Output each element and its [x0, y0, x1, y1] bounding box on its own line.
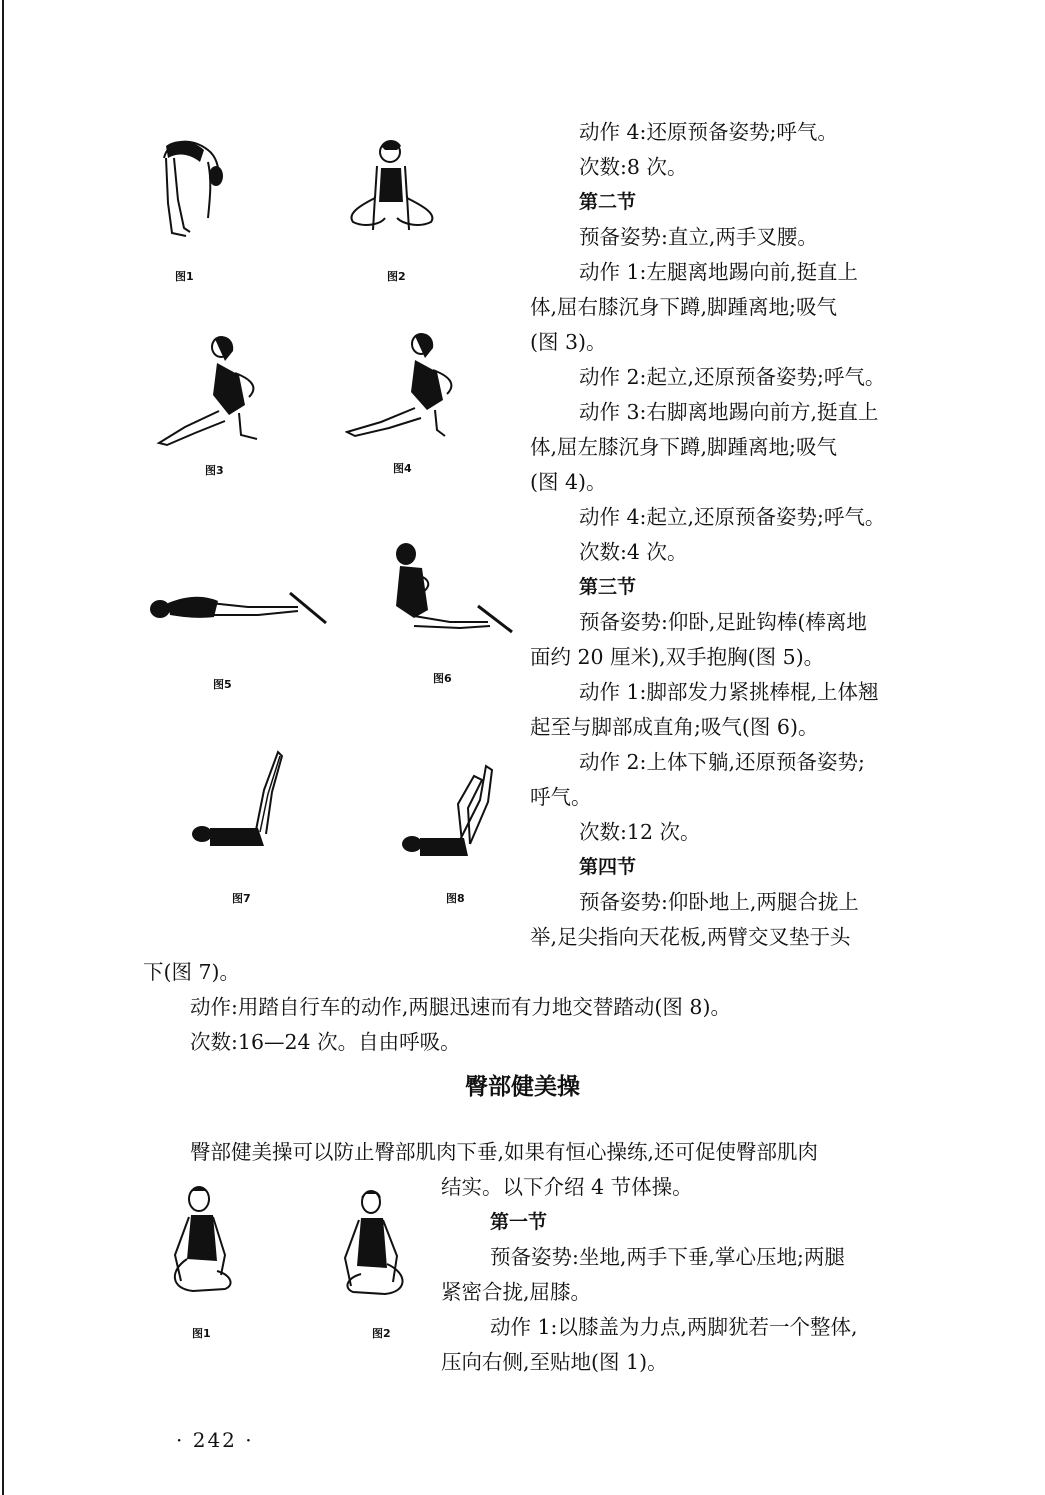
- text-line: 动作:用踏自行车的动作,两腿迅速而有力地交替踏动(图 8)。: [190, 995, 731, 1019]
- figure-caption: 图2: [372, 1327, 391, 1340]
- figure-8-cycling: [398, 760, 498, 860]
- figure-seated-knees-side-2: [333, 1190, 413, 1300]
- figure-caption: 图5: [213, 678, 232, 691]
- figure-4-lunge: [345, 330, 460, 445]
- text-line: 体,屈右膝沉身下蹲,脚踵离地;吸气: [530, 295, 837, 319]
- text-line: 次数:8 次。: [579, 155, 688, 179]
- figure-caption: 图1: [175, 270, 194, 283]
- text-line: 动作 4:还原预备姿势;呼气。: [579, 120, 838, 144]
- text-line: 动作 3:右脚离地踢向前方,挺直上: [579, 400, 879, 424]
- figure-3-lunge: [155, 335, 270, 450]
- text-line: 呼气。: [530, 785, 592, 809]
- text-line: 预备姿势:仰卧地上,两腿合拢上: [579, 890, 859, 914]
- figure-5-supine-stick: [148, 585, 328, 625]
- section-heading: 第四节: [579, 856, 637, 878]
- text-line: 动作 2:起立,还原预备姿势;呼气。: [579, 365, 886, 389]
- figure-caption: 图2: [387, 270, 406, 283]
- intro-line: 结实。以下介绍 4 节体操。: [441, 1175, 693, 1199]
- figure-caption: 图8: [446, 892, 465, 905]
- figure-caption: 图3: [205, 464, 224, 477]
- section-heading: 第三节: [579, 576, 637, 598]
- text-line: 举,足尖指向天花板,两臂交叉垫于头: [530, 925, 851, 949]
- text-line: 动作 1:左腿离地踢向前,挺直上: [579, 260, 858, 284]
- text-line: 动作 2:上体下躺,还原预备姿势;: [579, 750, 865, 774]
- text-line: 起至与脚部成直角;吸气(图 6)。: [530, 715, 819, 739]
- section-heading: 第一节: [490, 1211, 548, 1233]
- section-title: 臀部健美操: [465, 1074, 580, 1100]
- text-line: 面约 20 厘米),双手抱胸(图 5)。: [530, 645, 825, 669]
- figure-caption: 图1: [192, 1327, 211, 1340]
- figure-caption: 图4: [393, 462, 412, 475]
- text-line: 紧密合拢,屈膝。: [441, 1280, 592, 1304]
- text-line: 次数:4 次。: [579, 540, 688, 564]
- figure-2-squat: [345, 138, 440, 243]
- text-line: (图 3)。: [530, 330, 607, 354]
- figure-6-situp-stick: [380, 540, 515, 635]
- text-line: 次数:16—24 次。自由呼吸。: [190, 1030, 461, 1054]
- figure-1-forward-bend: [150, 128, 240, 243]
- text-line: 预备姿势:仰卧,足趾钩棒(棒离地: [579, 610, 867, 634]
- figure-seated-knees-side-1: [165, 1185, 245, 1300]
- text-line: 动作 1:脚部发力紧挑棒棍,上体翘: [579, 680, 879, 704]
- figure-7-legs-raised: [188, 750, 288, 855]
- text-line: 预备姿势:直立,两手叉腰。: [579, 225, 818, 249]
- intro-line: 臀部健美操可以防止臀部肌肉下垂,如果有恒心操练,还可促使臀部肌肉: [190, 1140, 819, 1164]
- text-line: 预备姿势:坐地,两手下垂,掌心压地;两腿: [490, 1245, 845, 1269]
- page-number: · 242 ·: [176, 1428, 254, 1452]
- text-line: 压向右侧,至贴地(图 1)。: [441, 1350, 668, 1374]
- text-line: (图 4)。: [530, 470, 607, 494]
- figure-caption: 图7: [232, 892, 251, 905]
- page-edge-line: [2, 0, 4, 1495]
- figure-caption: 图6: [433, 672, 452, 685]
- text-line: 体,屈左膝沉身下蹲,脚踵离地;吸气: [530, 435, 837, 459]
- section-heading: 第二节: [579, 191, 637, 213]
- text-line: 次数:12 次。: [579, 820, 701, 844]
- text-line: 动作 4:起立,还原预备姿势;呼气。: [579, 505, 886, 529]
- text-line: 动作 1:以膝盖为力点,两脚犹若一个整体,: [490, 1315, 858, 1339]
- text-line: 下(图 7)。: [143, 960, 241, 984]
